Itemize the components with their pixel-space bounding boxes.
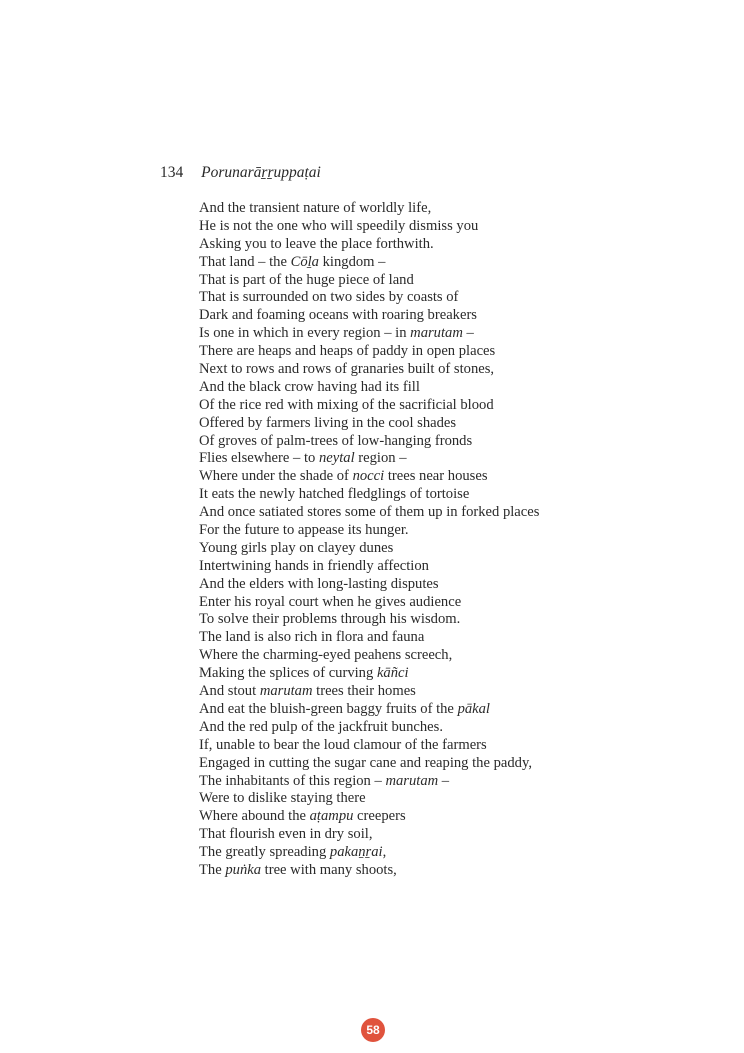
line-text: Where under the shade of — [199, 468, 353, 485]
poem-line — [199, 719, 539, 737]
line-text: – — [462, 325, 474, 342]
poem-line — [199, 200, 539, 218]
line-text: , — [382, 844, 387, 861]
poem-line — [199, 790, 539, 808]
line-text: Enter his royal court when he gives audience — [199, 593, 462, 610]
line-text: And eat the bluish-green baggy fruits of the — [199, 700, 458, 717]
line-text: Making the splices of curving — [199, 665, 377, 682]
italic-term: Cōḻa — [290, 253, 319, 270]
line-text: Flies elsewhere – to — [199, 450, 319, 467]
poem-line — [199, 486, 539, 504]
line-text: The — [199, 861, 226, 878]
line-text: Asking you to leave the place forthwith. — [199, 235, 434, 252]
italic-term: nocci — [352, 468, 385, 485]
line-text: Intertwining hands in friendly affection — [199, 557, 429, 574]
line-text: creepers — [353, 808, 406, 825]
line-text: The land is also rich in flora and fauna — [199, 629, 425, 646]
line-text: For the future to appease its hunger. — [199, 522, 409, 539]
line-text: That is surrounded on two sides by coasts of — [199, 289, 459, 306]
line-text: Were to dislike staying there — [199, 790, 366, 807]
line-text: kingdom – — [318, 253, 386, 270]
poem-line — [199, 826, 539, 844]
poem-line — [199, 361, 539, 379]
line-text: Engaged in cutting the sugar cane and reaping the paddy, — [199, 754, 532, 771]
line-text: To solve their problems through his wisdom. — [199, 611, 461, 628]
italic-term: marutam — [385, 772, 439, 789]
folio-badge: 58 — [361, 1018, 385, 1042]
poem-text — [199, 200, 539, 880]
poem-line — [199, 325, 539, 343]
poem-line — [199, 379, 539, 397]
line-text: And the transient nature of worldly life, — [199, 200, 432, 216]
poem-line — [199, 647, 539, 665]
poem-line — [199, 433, 539, 451]
line-text: That is part of the huge piece of land — [199, 271, 414, 288]
line-text: Of the rice red with mixing of the sacrificial blood — [199, 396, 494, 413]
poem-line — [199, 343, 539, 361]
poem-line — [199, 629, 539, 647]
line-text: He is not the one who will speedily dismiss you — [199, 217, 479, 234]
line-text: Of groves of palm-trees of low-hanging fronds — [199, 432, 473, 449]
poem-line — [199, 862, 539, 880]
poem-line — [199, 808, 539, 826]
poem-line — [199, 468, 539, 486]
line-text: Dark and foaming oceans with roaring breakers — [199, 307, 477, 324]
line-text: If, unable to bear the loud clamour of the farmers — [199, 736, 487, 753]
italic-term: neytal — [318, 450, 355, 467]
line-text: trees their homes — [312, 683, 416, 700]
line-text: Offered by farmers living in the cool shades — [199, 414, 457, 431]
line-text: And the red pulp of the jackfruit bunches. — [199, 718, 443, 735]
line-text: The inhabitants of this region – — [199, 772, 386, 789]
poem-line — [199, 665, 539, 683]
poem-line — [199, 307, 539, 325]
line-text: region – — [354, 450, 407, 467]
line-text: Where the charming-eyed peahens screech, — [199, 647, 453, 664]
poem-line — [199, 254, 539, 272]
poem-line — [199, 289, 539, 307]
poem-line — [199, 611, 539, 629]
poem-line — [199, 397, 539, 415]
line-text: That land – the — [199, 253, 291, 270]
italic-term: kāñci — [376, 665, 409, 682]
italic-term: marutam — [259, 683, 313, 700]
poem-line — [199, 272, 539, 290]
poem-line — [199, 576, 539, 594]
line-text: Is one in which in every region – in — [199, 325, 411, 342]
line-text: The greatly spreading — [199, 844, 330, 861]
page-number: 134 — [160, 164, 184, 181]
italic-term: puṅka — [225, 861, 262, 878]
poem-line — [199, 522, 539, 540]
line-text: And the black crow having had its fill — [199, 378, 420, 395]
poem-line — [199, 737, 539, 755]
poem-line — [199, 755, 539, 773]
poem-line — [199, 236, 539, 254]
line-text: Next to rows and rows of granaries built of stones, — [199, 361, 495, 378]
italic-term: aṭampu — [309, 808, 354, 825]
italic-term: marutam — [410, 325, 463, 342]
line-text: tree with many shoots, — [261, 861, 397, 878]
running-head — [160, 164, 321, 182]
line-text: And once satiated stores some of them up in forked places — [199, 504, 540, 521]
poem-line — [199, 540, 539, 558]
poem-line — [199, 701, 539, 719]
book-title: Porunarāṟṟuppaṭai — [201, 164, 321, 181]
line-text: trees near houses — [384, 468, 488, 485]
italic-term: pakaṉṟai — [329, 844, 383, 861]
poem-line — [199, 773, 539, 791]
poem-line — [199, 450, 539, 468]
line-text: – — [438, 772, 450, 789]
line-text: And stout — [199, 683, 260, 700]
poem-line — [199, 415, 539, 433]
poem-line — [199, 844, 539, 862]
line-text: It eats the newly hatched fledglings of tortoise — [199, 486, 470, 503]
poem-line — [199, 218, 539, 236]
poem-line — [199, 558, 539, 576]
italic-term: pākal — [457, 700, 490, 717]
line-text: That flourish even in dry soil, — [199, 826, 373, 843]
poem-line — [199, 504, 539, 522]
line-text: Young girls play on clayey dunes — [199, 539, 394, 556]
line-text: There are heaps and heaps of paddy in open places — [199, 343, 496, 360]
poem-line — [199, 683, 539, 701]
line-text: Where abound the — [199, 808, 310, 825]
line-text: And the elders with long-lasting disputes — [199, 575, 439, 592]
poem-line — [199, 594, 539, 612]
